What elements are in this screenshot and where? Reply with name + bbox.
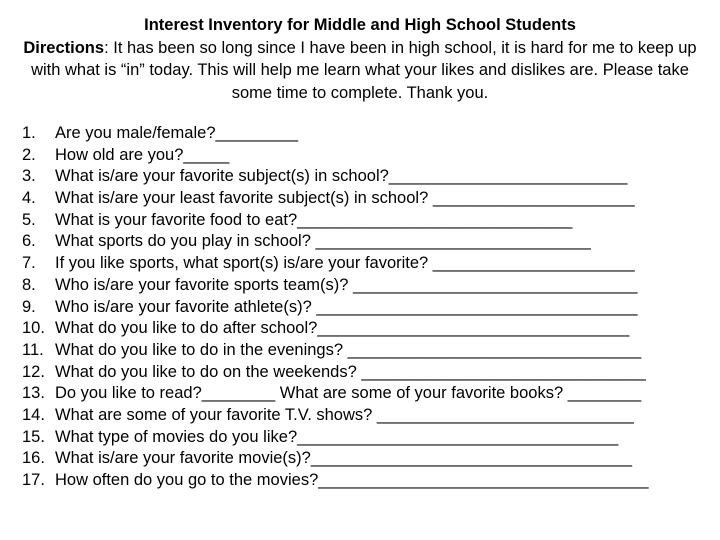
question-text: What is/are your least favorite subject(s) in school? ______________________ [55, 189, 635, 208]
question-item[interactable] [22, 340, 712, 362]
question-item[interactable] [22, 448, 712, 470]
question-number: 9. [22, 297, 36, 316]
question-item[interactable] [22, 318, 712, 340]
question-number: 4. [22, 189, 36, 208]
directions-paragraph [10, 37, 710, 105]
question-item[interactable] [22, 405, 712, 427]
question-number: 15. [22, 427, 45, 446]
question-item[interactable] [22, 362, 712, 384]
question-item[interactable] [22, 427, 712, 449]
question-number: 3. [22, 167, 36, 186]
question-text: What do you like to do in the evenings? ________________________________ [55, 340, 642, 359]
question-text: What is/are your favorite subject(s) in school?__________________________ [55, 167, 628, 186]
question-number: 11. [22, 340, 44, 359]
question-text: Who is/are your favorite sports team(s)? _______________________________ [55, 275, 638, 294]
question-text: Do you like to read?________ What are some of your favorite books? ________ [55, 384, 642, 403]
question-number: 14. [22, 405, 45, 424]
question-number: 13. [22, 384, 45, 403]
question-text: How often do you go to the movies?____________________________________ [55, 471, 649, 489]
question-item[interactable] [22, 231, 712, 253]
question-item[interactable] [22, 297, 712, 319]
question-item[interactable] [22, 383, 712, 405]
question-item[interactable] [22, 188, 712, 210]
worksheet-header [10, 14, 710, 104]
question-item[interactable] [22, 470, 712, 492]
question-number: 17. [22, 471, 45, 489]
question-number: 1. [22, 124, 36, 142]
question-number: 5. [22, 210, 36, 229]
question-number: 12. [22, 362, 45, 381]
question-item[interactable] [22, 123, 712, 145]
question-text: What are some of your favorite T.V. shows? ____________________________ [55, 405, 634, 424]
page-title: Interest Inventory for Middle and High School Students [144, 16, 576, 34]
question-text: If you like sports, what sport(s) is/are your favorite? ______________________ [55, 254, 635, 273]
question-text: Who is/are your favorite athlete(s)? ___________________________________ [55, 297, 638, 316]
question-text: What do you like to do after school?__________________________________ [55, 319, 630, 338]
question-number: 8. [22, 275, 36, 294]
question-item[interactable] [22, 253, 712, 275]
question-text: What do you like to do on the weekends? _______________________________ [55, 362, 646, 381]
directions-label: Directions [23, 38, 105, 57]
question-item[interactable] [22, 210, 712, 232]
question-item[interactable] [22, 166, 712, 188]
question-text: Are you male/female?_________ [55, 124, 299, 142]
question-text: What type of movies do you like?___________________________________ [55, 427, 619, 446]
question-number: 2. [22, 145, 36, 164]
question-text: What sports do you play in school? ______________________________ [55, 232, 591, 251]
question-text: What is your favorite food to eat?______________________________ [55, 210, 573, 229]
question-item[interactable] [22, 145, 712, 167]
question-text: What is/are your favorite movie(s)?___________________________________ [55, 449, 633, 468]
question-list [22, 123, 712, 492]
question-number: 7. [22, 254, 36, 273]
question-number: 6. [22, 232, 36, 251]
question-item[interactable] [22, 275, 712, 297]
question-number: 10. [22, 319, 45, 338]
question-number: 16. [22, 449, 45, 468]
directions-text: : It has been so long since I have been in high school, it is hard for me to keep up with what is “in” today. This will help me learn what your likes and dislikes are. Please take some time to complete. Thank you. [31, 38, 697, 102]
question-text: How old are you?_____ [55, 145, 230, 164]
